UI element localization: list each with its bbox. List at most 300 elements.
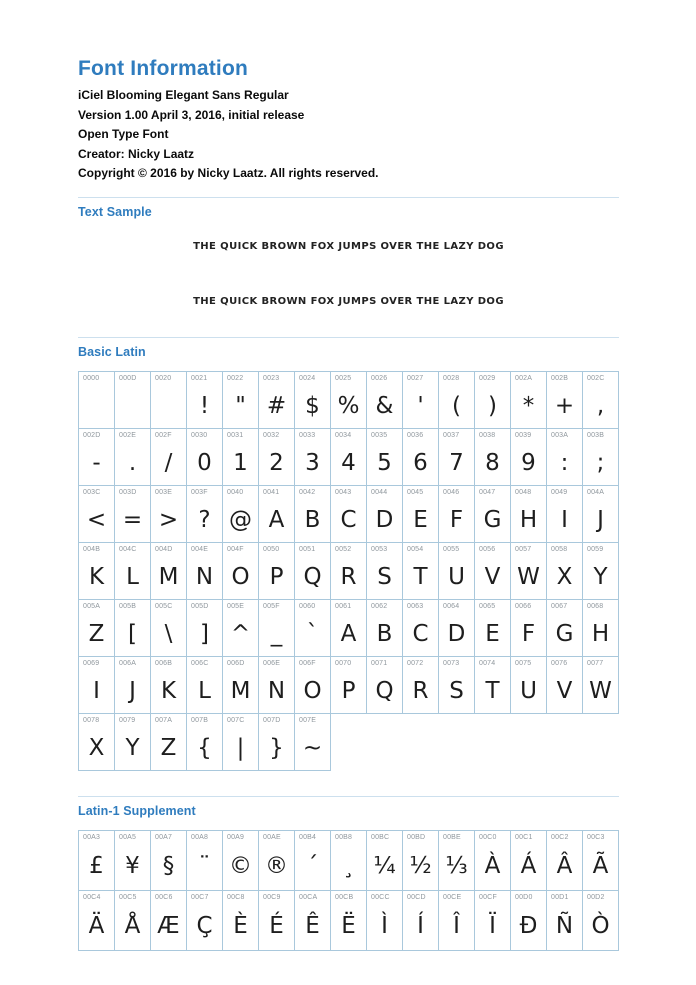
glyph-cell [114,371,151,429]
glyph: Ð [519,913,538,939]
codepoint-label: 006E [263,659,281,667]
document-page [78,0,619,951]
codepoint-label: 00B4 [299,833,317,841]
glyph-cell [294,656,331,714]
glyph-cell [366,890,403,951]
glyph-cell [510,830,547,891]
glyph: + [554,392,575,419]
font-details [78,86,619,184]
codepoint-label: 00C2 [551,833,569,841]
glyph-cell [438,599,475,657]
glyph-cell [438,890,475,951]
codepoint-label: 00B8 [335,833,353,841]
glyph-cell [186,371,223,429]
codepoint-label: 0047 [479,488,496,496]
glyph-cell [150,830,187,891]
glyph: ® [265,853,288,879]
glyph-cell [78,371,115,429]
codepoint-label: 00BE [443,833,461,841]
codepoint-label: 00A8 [191,833,209,841]
font-copyright: Copyright © 2016 by Nicky Laatz. All rights reserved. [78,166,379,180]
glyph-cell [366,656,403,714]
glyph: M [158,563,179,590]
glyph-cell [114,428,151,486]
glyph-cell [474,428,511,486]
font-name: iCiel Blooming Elegant Sans Regular [78,88,289,102]
glyph: A [340,620,357,647]
glyph-cell [114,656,151,714]
codepoint-label: 00D1 [551,893,569,901]
glyph: C [340,506,357,533]
codepoint-label: 005D [191,602,209,610]
glyph-cell [582,656,619,714]
codepoint-label: 0056 [479,545,496,553]
glyph-row [78,656,619,714]
codepoint-label: 0055 [443,545,460,553]
codepoint-label: 003A [551,431,569,439]
glyph: Â [556,853,573,879]
glyph-cell [582,599,619,657]
glyph-cell [510,890,547,951]
glyph: , [596,392,605,419]
glyph-row [78,542,619,600]
glyph-cell [78,542,115,600]
glyph-cell [258,485,295,543]
glyph-cell [402,830,439,891]
glyph: V [556,677,573,704]
codepoint-label: 00C0 [479,833,497,841]
codepoint-label: 002F [155,431,172,439]
glyph: K [160,677,177,704]
glyph-cell [330,542,367,600]
codepoint-label: 0061 [335,602,352,610]
glyph: E [413,506,428,533]
glyph: ¥ [125,853,140,879]
glyph-cell [186,656,223,714]
glyph-cell [78,428,115,486]
glyph-cell [222,542,259,600]
glyph-cell [366,542,403,600]
codepoint-label: 0050 [263,545,280,553]
glyph: È [233,913,248,939]
glyph-cell [402,485,439,543]
codepoint-label: 0037 [443,431,460,439]
glyph-cell [330,485,367,543]
glyph: Ä [88,913,105,939]
glyph-cell [510,599,547,657]
glyph-cell [510,485,547,543]
glyph: 3 [305,449,320,476]
glyph-cell [222,656,259,714]
glyph: ´ [306,853,319,879]
codepoint-label: 00D2 [587,893,605,901]
glyph: F [521,620,536,647]
glyph-cell [510,428,547,486]
codepoint-label: 004F [227,545,244,553]
glyph: ~ [302,734,323,761]
codepoint-label: 0058 [551,545,568,553]
glyph-cell [186,485,223,543]
glyph: G [555,620,574,647]
glyph: _ [270,620,283,647]
glyph-cell [366,428,403,486]
glyph: | [236,734,245,761]
glyph-cell [366,599,403,657]
glyph: E [485,620,500,647]
glyph-cell [294,428,331,486]
glyph: P [341,677,356,704]
codepoint-label: 003E [155,488,173,496]
glyph: 5 [377,449,392,476]
glyph: ¨ [198,853,211,879]
glyph: ( [452,392,461,419]
codepoint-label: 00BD [407,833,426,841]
section-basic-latin [78,337,619,771]
glyph-cell [330,656,367,714]
codepoint-label: 0026 [371,374,388,382]
glyph: £ [89,853,104,879]
codepoint-label: 004D [155,545,173,553]
codepoint-label: 00CA [299,893,318,901]
codepoint-label: 0059 [587,545,604,553]
section-text-sample [78,197,619,307]
codepoint-label: 0035 [371,431,388,439]
codepoint-label: 0078 [83,716,100,724]
glyph: I [93,677,100,704]
codepoint-label: 0022 [227,374,244,382]
codepoint-label: 00C3 [587,833,605,841]
glyph-cell [186,830,223,891]
glyph-cell [474,371,511,429]
codepoint-label: 0031 [227,431,244,439]
codepoint-label: 00CD [407,893,426,901]
codepoint-label: 0033 [299,431,316,439]
codepoint-label: 0034 [335,431,352,439]
glyph-cell [222,371,259,429]
codepoint-label: 0052 [335,545,352,553]
codepoint-label: 0062 [371,602,388,610]
glyph: Å [124,913,141,939]
glyph: 1 [233,449,248,476]
codepoint-label: 00CC [371,893,390,901]
glyph-cell [114,890,151,951]
glyph: ! [199,392,210,419]
basic-latin-grid [78,371,619,771]
glyph: [ [128,620,137,647]
codepoint-label: 0053 [371,545,388,553]
glyph-cell [546,890,583,951]
codepoint-label: 0040 [227,488,244,496]
glyph-row [78,713,619,771]
codepoint-label: 0077 [587,659,604,667]
glyph-cell [78,656,115,714]
glyph: F [449,506,464,533]
glyph: L [126,563,139,590]
codepoint-label: 00C5 [119,893,137,901]
codepoint-label: 003C [83,488,101,496]
codepoint-label: 0024 [299,374,316,382]
glyph-cell [114,599,151,657]
glyph-cell [294,890,331,951]
glyph-cell [474,656,511,714]
codepoint-label: 002B [551,374,569,382]
glyph-cell [582,428,619,486]
glyph: J [129,677,136,704]
glyph-cell [474,830,511,891]
glyph-cell [582,542,619,600]
glyph: Z [160,734,177,761]
glyph-cell [474,890,511,951]
codepoint-label: 003B [587,431,605,439]
glyph-row [78,830,619,891]
glyph-cell [582,371,619,429]
codepoint-label: 007D [263,716,281,724]
glyph-cell [330,599,367,657]
codepoint-label: 004A [587,488,605,496]
glyph: 4 [341,449,356,476]
glyph: : [560,449,569,476]
codepoint-label: 0072 [407,659,424,667]
glyph-cell [294,485,331,543]
codepoint-label: 0039 [515,431,532,439]
glyph: À [484,853,501,879]
glyph: . [128,449,137,476]
codepoint-label: 002D [83,431,101,439]
glyph: / [164,449,173,476]
glyph: Í [417,913,424,939]
glyph: R [340,563,357,590]
glyph-cell [330,428,367,486]
codepoint-label: 0073 [443,659,460,667]
glyph-cell [438,830,475,891]
glyph-cell [294,371,331,429]
glyph-cell [78,713,115,771]
glyph-cell [258,713,295,771]
codepoint-label: 00A7 [155,833,173,841]
codepoint-label: 0048 [515,488,532,496]
glyph: O [303,677,322,704]
codepoint-label: 0042 [299,488,316,496]
codepoint-label: 003F [191,488,208,496]
codepoint-label: 0057 [515,545,532,553]
glyph: Y [593,563,608,590]
codepoint-label: 0030 [191,431,208,439]
glyph-cell [150,371,187,429]
codepoint-label: 007E [299,716,317,724]
codepoint-label: 0060 [299,602,316,610]
codepoint-label: 007B [191,716,209,724]
codepoint-label: 0069 [83,659,100,667]
text-sample-line: THE QUICK BROWN FOX JUMPS OVER THE LAZY DOG [193,240,504,252]
glyph-cell [510,542,547,600]
glyph: N [267,677,286,704]
section-latin1-supplement [78,796,619,951]
glyph: T [413,563,428,590]
glyph-cell [150,890,187,951]
glyph-cell [258,371,295,429]
glyph: < [86,506,107,533]
codepoint-label: 0068 [587,602,604,610]
codepoint-label: 00A3 [83,833,101,841]
glyph: Q [375,677,394,704]
glyph: ' [417,392,424,419]
codepoint-label: 006D [227,659,245,667]
glyph-cell [258,542,295,600]
glyph: " [235,392,246,419]
section-heading-basic-latin: Basic Latin [78,344,146,359]
glyph-cell [582,485,619,543]
glyph: © [229,853,252,879]
codepoint-label: 0027 [407,374,424,382]
glyph [79,382,114,428]
glyph: W [517,563,540,590]
glyph: } [269,734,284,761]
glyph-cell [546,830,583,891]
glyph-cell [186,428,223,486]
glyph-cell [474,542,511,600]
glyph: Ê [305,913,320,939]
glyph: D [375,506,394,533]
glyph-cell [474,599,511,657]
glyph-cell [402,542,439,600]
glyph: ? [198,506,211,533]
codepoint-label: 0043 [335,488,352,496]
glyph-cell [294,542,331,600]
glyph-cell [294,830,331,891]
glyph: ¼ [373,853,396,879]
glyph: 9 [521,449,536,476]
codepoint-label: 002C [587,374,605,382]
glyph-cell [186,713,223,771]
glyph-cell [474,485,511,543]
glyph-row [78,890,619,951]
codepoint-label: 002E [119,431,137,439]
glyph-cell [150,542,187,600]
codepoint-label: 00C7 [191,893,209,901]
font-creator: Creator: Nicky Laatz [78,146,195,161]
codepoint-label: 0051 [299,545,316,553]
glyph: ^ [230,620,251,647]
glyph: L [198,677,211,704]
glyph: N [195,563,214,590]
glyph: I [561,506,568,533]
glyph: % [337,392,360,419]
codepoint-label: 007A [155,716,173,724]
glyph: Æ [157,913,180,939]
codepoint-label: 0023 [263,374,280,382]
glyph: ¸ [342,853,355,879]
glyph: - [92,449,101,476]
glyph: * [522,392,535,419]
glyph: = [122,506,143,533]
glyph: # [266,392,287,419]
glyph-cell [510,371,547,429]
glyph: K [88,563,105,590]
glyph: ) [488,392,497,419]
codepoint-label: 00CB [335,893,354,901]
glyph: B [376,620,393,647]
codepoint-label: 00C9 [263,893,281,901]
glyph-cell [78,485,115,543]
glyph: V [484,563,501,590]
glyph-cell [546,371,583,429]
glyph-cell [546,485,583,543]
codepoint-label: 005F [263,602,280,610]
codepoint-label: 007C [227,716,245,724]
codepoint-label: 0041 [263,488,280,496]
glyph [151,382,186,428]
glyph: ; [596,449,605,476]
codepoint-label: 0065 [479,602,496,610]
glyph-cell [366,371,403,429]
glyph-cell [150,713,187,771]
glyph: A [268,506,285,533]
codepoint-label: 005C [155,602,173,610]
codepoint-label: 00C1 [515,833,533,841]
glyph-cell [186,599,223,657]
glyph-row [78,371,619,429]
glyph: X [556,563,573,590]
glyph-cell [222,830,259,891]
glyph: C [412,620,429,647]
glyph-cell [258,656,295,714]
glyph-cell [114,830,151,891]
codepoint-label: 0021 [191,374,208,382]
glyph-cell [114,713,151,771]
codepoint-label: 0032 [263,431,280,439]
codepoint-label: 004E [191,545,209,553]
glyph: U [520,677,537,704]
glyph-cell [150,599,187,657]
codepoint-label: 00C4 [83,893,101,901]
glyph-cell [582,890,619,951]
codepoint-label: 0044 [371,488,388,496]
codepoint-label: 00C8 [227,893,245,901]
text-sample-line: THE QUICK BROWN FOX JUMPS OVER THE LAZY DOG [193,295,504,307]
section-heading-text-sample: Text Sample [78,204,152,219]
glyph-cell [438,428,475,486]
glyph: ] [200,620,209,647]
glyph: Z [88,620,105,647]
font-type: Open Type Font [78,127,169,141]
glyph-cell [222,713,259,771]
glyph: ` [306,620,319,647]
glyph-cell [150,656,187,714]
glyph: Ì [381,913,388,939]
glyph-cell [330,371,367,429]
glyph: Ç [196,913,213,939]
codepoint-label: 0074 [479,659,496,667]
glyph-cell [222,890,259,951]
glyph-cell [258,599,295,657]
glyph: Î [453,913,460,939]
codepoint-label: 002A [515,374,533,382]
glyph: § [162,853,175,879]
glyph-row [78,485,619,543]
glyph-cell [222,428,259,486]
glyph-cell [402,656,439,714]
glyph: \ [164,620,173,647]
glyph-cell [510,656,547,714]
codepoint-label: 003D [119,488,137,496]
glyph: S [377,563,392,590]
glyph-cell [222,599,259,657]
glyph-row [78,428,619,486]
codepoint-label: 0028 [443,374,460,382]
glyph: 8 [485,449,500,476]
glyph-cell [438,656,475,714]
glyph: O [231,563,250,590]
